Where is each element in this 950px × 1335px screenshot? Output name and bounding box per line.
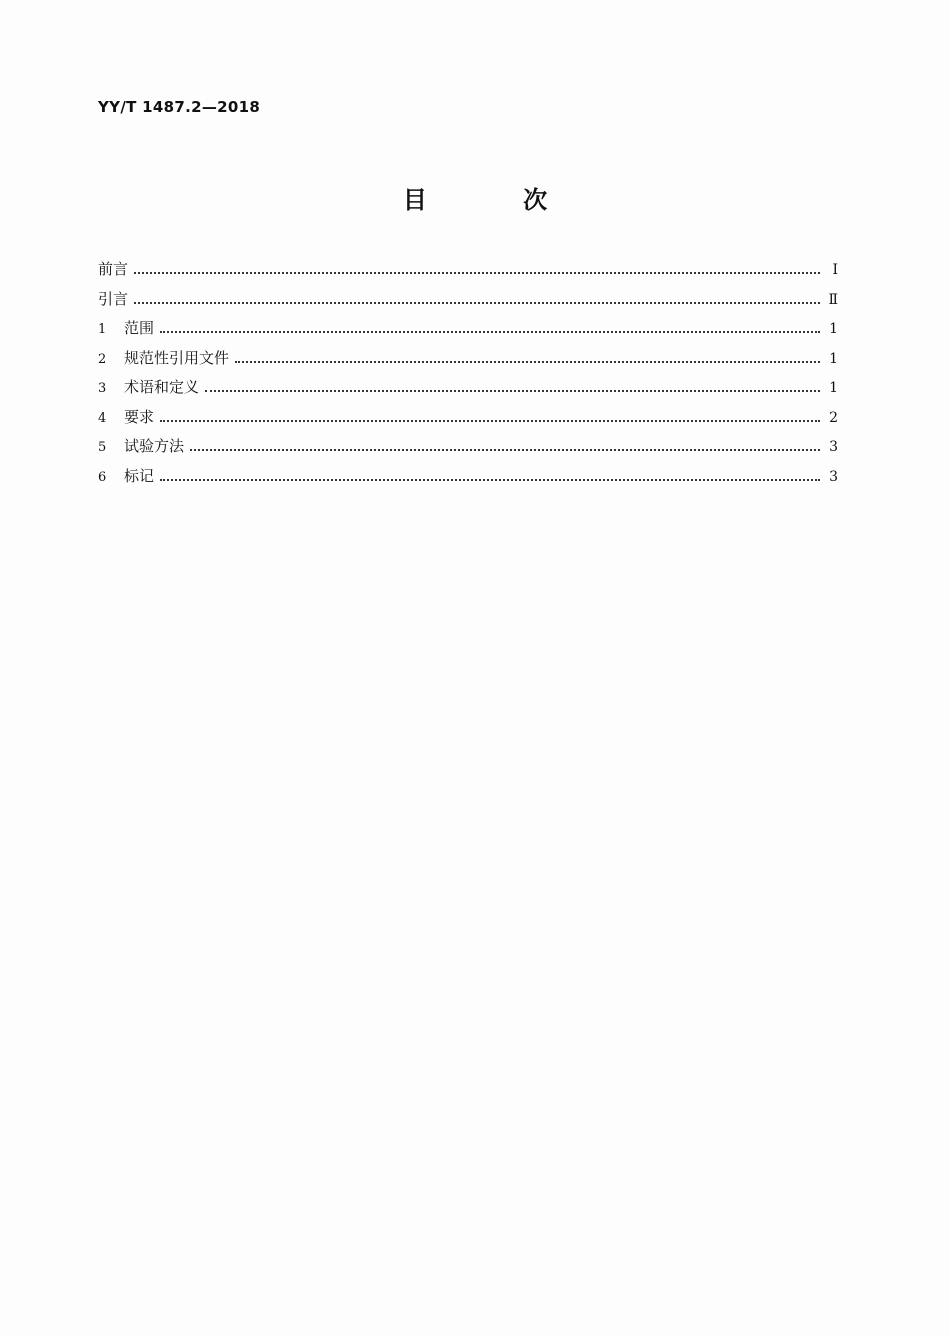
toc-entry-page: 1 [829, 321, 838, 337]
toc-entry-requirements[interactable] [98, 406, 838, 436]
toc-leader-dots [160, 420, 820, 422]
toc-entry-number: 4 [98, 410, 107, 426]
toc-entry-page: Ⅱ [828, 291, 838, 308]
toc-leader-dots [160, 331, 820, 333]
table-of-contents [98, 258, 838, 494]
toc-entry-introduction[interactable] [98, 288, 838, 318]
toc-entry-page: 1 [829, 380, 838, 396]
toc-entry-number: 3 [98, 381, 107, 396]
toc-entry-terms-definitions[interactable] [98, 376, 838, 406]
toc-leader-dots [160, 479, 820, 481]
toc-entry-page: 3 [829, 468, 838, 485]
toc-entry-label: 试验方法 [124, 437, 185, 455]
toc-entry-test-methods[interactable] [98, 435, 838, 465]
toc-leader-dots [134, 302, 820, 304]
toc-entry-label: 引言 [98, 289, 129, 308]
toc-entry-number: 2 [98, 351, 107, 367]
toc-leader-dots [134, 272, 820, 274]
toc-entry-label: 术语和定义 [124, 378, 200, 396]
toc-entry-label: 要求 [124, 407, 155, 426]
toc-leader-dots [205, 390, 820, 392]
toc-entry-number: 1 [98, 322, 107, 337]
standard-code: YY/T 1487.2—2018 [98, 98, 261, 116]
toc-entry-label: 前言 [98, 260, 129, 278]
toc-leader-dots [190, 449, 820, 451]
toc-entry-page: 2 [829, 409, 838, 426]
toc-entry-number: 5 [98, 440, 107, 455]
toc-entry-number: 6 [98, 469, 107, 485]
toc-leader-dots [235, 361, 820, 363]
toc-entry-page: Ⅰ [832, 262, 838, 278]
toc-title: 目 次 [402, 186, 592, 214]
toc-entry-normative-references[interactable] [98, 347, 838, 377]
toc-entry-page: 3 [829, 439, 838, 455]
toc-entry-page: 1 [829, 350, 838, 367]
toc-entry-label: 标记 [124, 466, 155, 485]
toc-entry-foreword[interactable] [98, 258, 838, 288]
toc-entry-label: 范围 [124, 319, 155, 337]
toc-entry-marking[interactable] [98, 465, 838, 495]
toc-entry-label: 规范性引用文件 [124, 348, 230, 367]
toc-entry-scope[interactable] [98, 317, 838, 347]
